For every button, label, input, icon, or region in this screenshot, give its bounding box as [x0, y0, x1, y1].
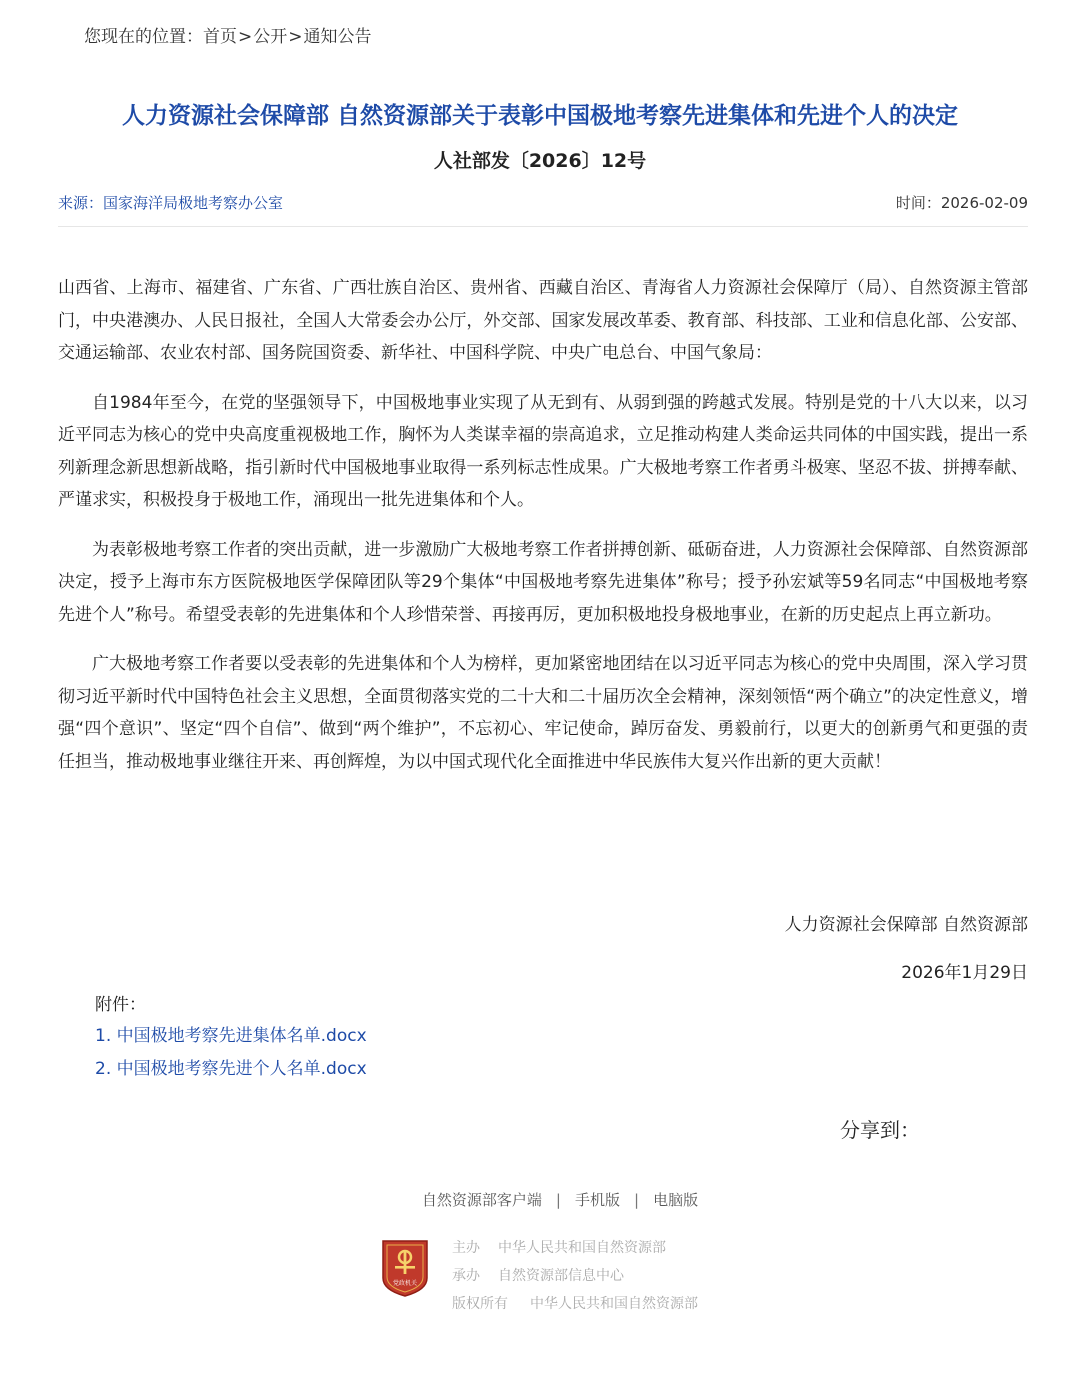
client-app-link[interactable]: 自然资源部客户端: [421, 1191, 542, 1209]
breadcrumb-home-link[interactable]: 首页: [203, 27, 237, 47]
list-item: [95, 1020, 367, 1053]
breadcrumb-separator: >: [238, 27, 253, 47]
article-paragraph: 广大极地考察工作者要以受表彰的先进集体和个人为榜样，更加紧密地团结在以习近平同志为核心的党中央周围，深入学习贯彻习近平新时代中国特色社会主义思想，全面贯彻落实党的二十大和二十届历次全会精神，深刻领悟“两个确立”的决定性意义，增强“四个意识”、坚定“四个自信”、做到“两个维护”，不忘初心、牢记使命，踔厉奋发、勇毅前行，以更大的创新勇气和更强的责任担当，推动极地事业继往开来、再创辉煌，为以中国式现代化全面推进中华民族伟大复兴作出新的更大贡献！: [58, 654, 1028, 772]
article-paragraph: 为表彰极地考察工作者的突出贡献，进一步激励广大极地考察工作者拼搏创新、砥砺奋进，人力资源社会保障部、自然资源部决定，授予上海市东方医院极地医学保障团队等29个集体“中国极地考察先进集体”称号；授予孙宏斌等59名同志“中国极地考察先进个人”称号。希望受表彰的先进集体和个人珍惜荣誉、再接再厉，更加积极地投身极地事业，在新的历史起点上再立新功。: [58, 539, 1028, 625]
article-addressee: 山西省、上海市、福建省、广东省、广西壮族自治区、贵州省、西藏自治区、青海省人力资源社会保障厅（局）、自然资源主管部门，中央港澳办、人民日报社，全国人大常委会办公厅，外交部、国家发展改革委、教育部、科技部、工业和信息化部、公安部、交通运输部、农业农村部、国务院国资委、新华社、中国科学院、中央广电总台、中国气象局：: [58, 278, 1028, 363]
attachment-link-individuals[interactable]: 2. 中国极地考察先进个人名单.docx: [95, 1059, 367, 1079]
breadcrumb-prefix: 您现在的位置：: [84, 27, 203, 47]
emblem-text: 党政机关: [392, 1280, 418, 1287]
desktop-version-link[interactable]: 电脑版: [653, 1191, 699, 1209]
footer-info-row: [452, 1234, 698, 1262]
attachments-list: [95, 1020, 367, 1086]
footer-info-value: 中华人民共和国自然资源部: [530, 1296, 698, 1312]
article-date: 时间：2026-02-09: [895, 194, 1028, 212]
sign-date: 2026年1月29日: [901, 963, 1028, 983]
footer-links: [0, 1189, 1080, 1210]
footer-info-key: 承办: [452, 1268, 480, 1284]
attachment-link-collectives[interactable]: 1. 中国极地考察先进集体名单.docx: [95, 1026, 367, 1046]
article-body: [58, 272, 1028, 795]
breadcrumb: [84, 22, 372, 47]
share-label: 分享到：: [840, 1118, 920, 1142]
list-item: [95, 1053, 367, 1086]
footer-info-key: 主办: [452, 1240, 480, 1256]
footer-link-separator: |: [634, 1191, 640, 1209]
article-title: 人力资源社会保障部 自然资源部关于表彰中国极地考察先进集体和先进个人的决定: [121, 103, 958, 129]
footer-info-row: [452, 1262, 698, 1290]
signer: 人力资源社会保障部 自然资源部: [784, 915, 1028, 935]
breadcrumb-notices-link[interactable]: 通知公告: [303, 27, 372, 47]
footer-info-row: [452, 1290, 698, 1318]
footer-info-key: 版权所有: [452, 1296, 508, 1312]
breadcrumb-separator: >: [288, 27, 303, 47]
footer-info: [452, 1234, 698, 1318]
document-number: 人社部发〔2026〕12号: [433, 150, 647, 172]
attachments-label: 附件：: [95, 995, 146, 1015]
footer-info-value: 中华人民共和国自然资源部: [498, 1240, 666, 1256]
footer-link-separator: |: [555, 1191, 561, 1209]
article-source: 来源：国家海洋局极地考察办公室: [58, 194, 284, 212]
article-paragraph: 自1984年至今，在党的坚强领导下，中国极地事业实现了从无到有、从弱到强的跨越式发展。特别是党的十八大以来，以习近平同志为核心的党中央高度重视极地工作，胸怀为人类谋幸福的崇高追求，立足推动构建人类命运共同体的中国实践，提出一系列新理念新思想新战略，指引新时代中国极地事业取得一系列标志性成果。广大极地考察工作者勇斗极寒、坚忍不拔、拼搏奉献、严谨求实，积极投身于极地工作，涌现出一批先进集体和个人。: [58, 392, 1028, 510]
footer-info-value: 自然资源部信息中心: [498, 1268, 624, 1284]
article-meta: [58, 192, 1028, 227]
mobile-version-link[interactable]: 手机版: [574, 1191, 620, 1209]
breadcrumb-public-link[interactable]: 公开: [253, 27, 288, 47]
party-government-emblem-icon[interactable]: [380, 1238, 430, 1298]
